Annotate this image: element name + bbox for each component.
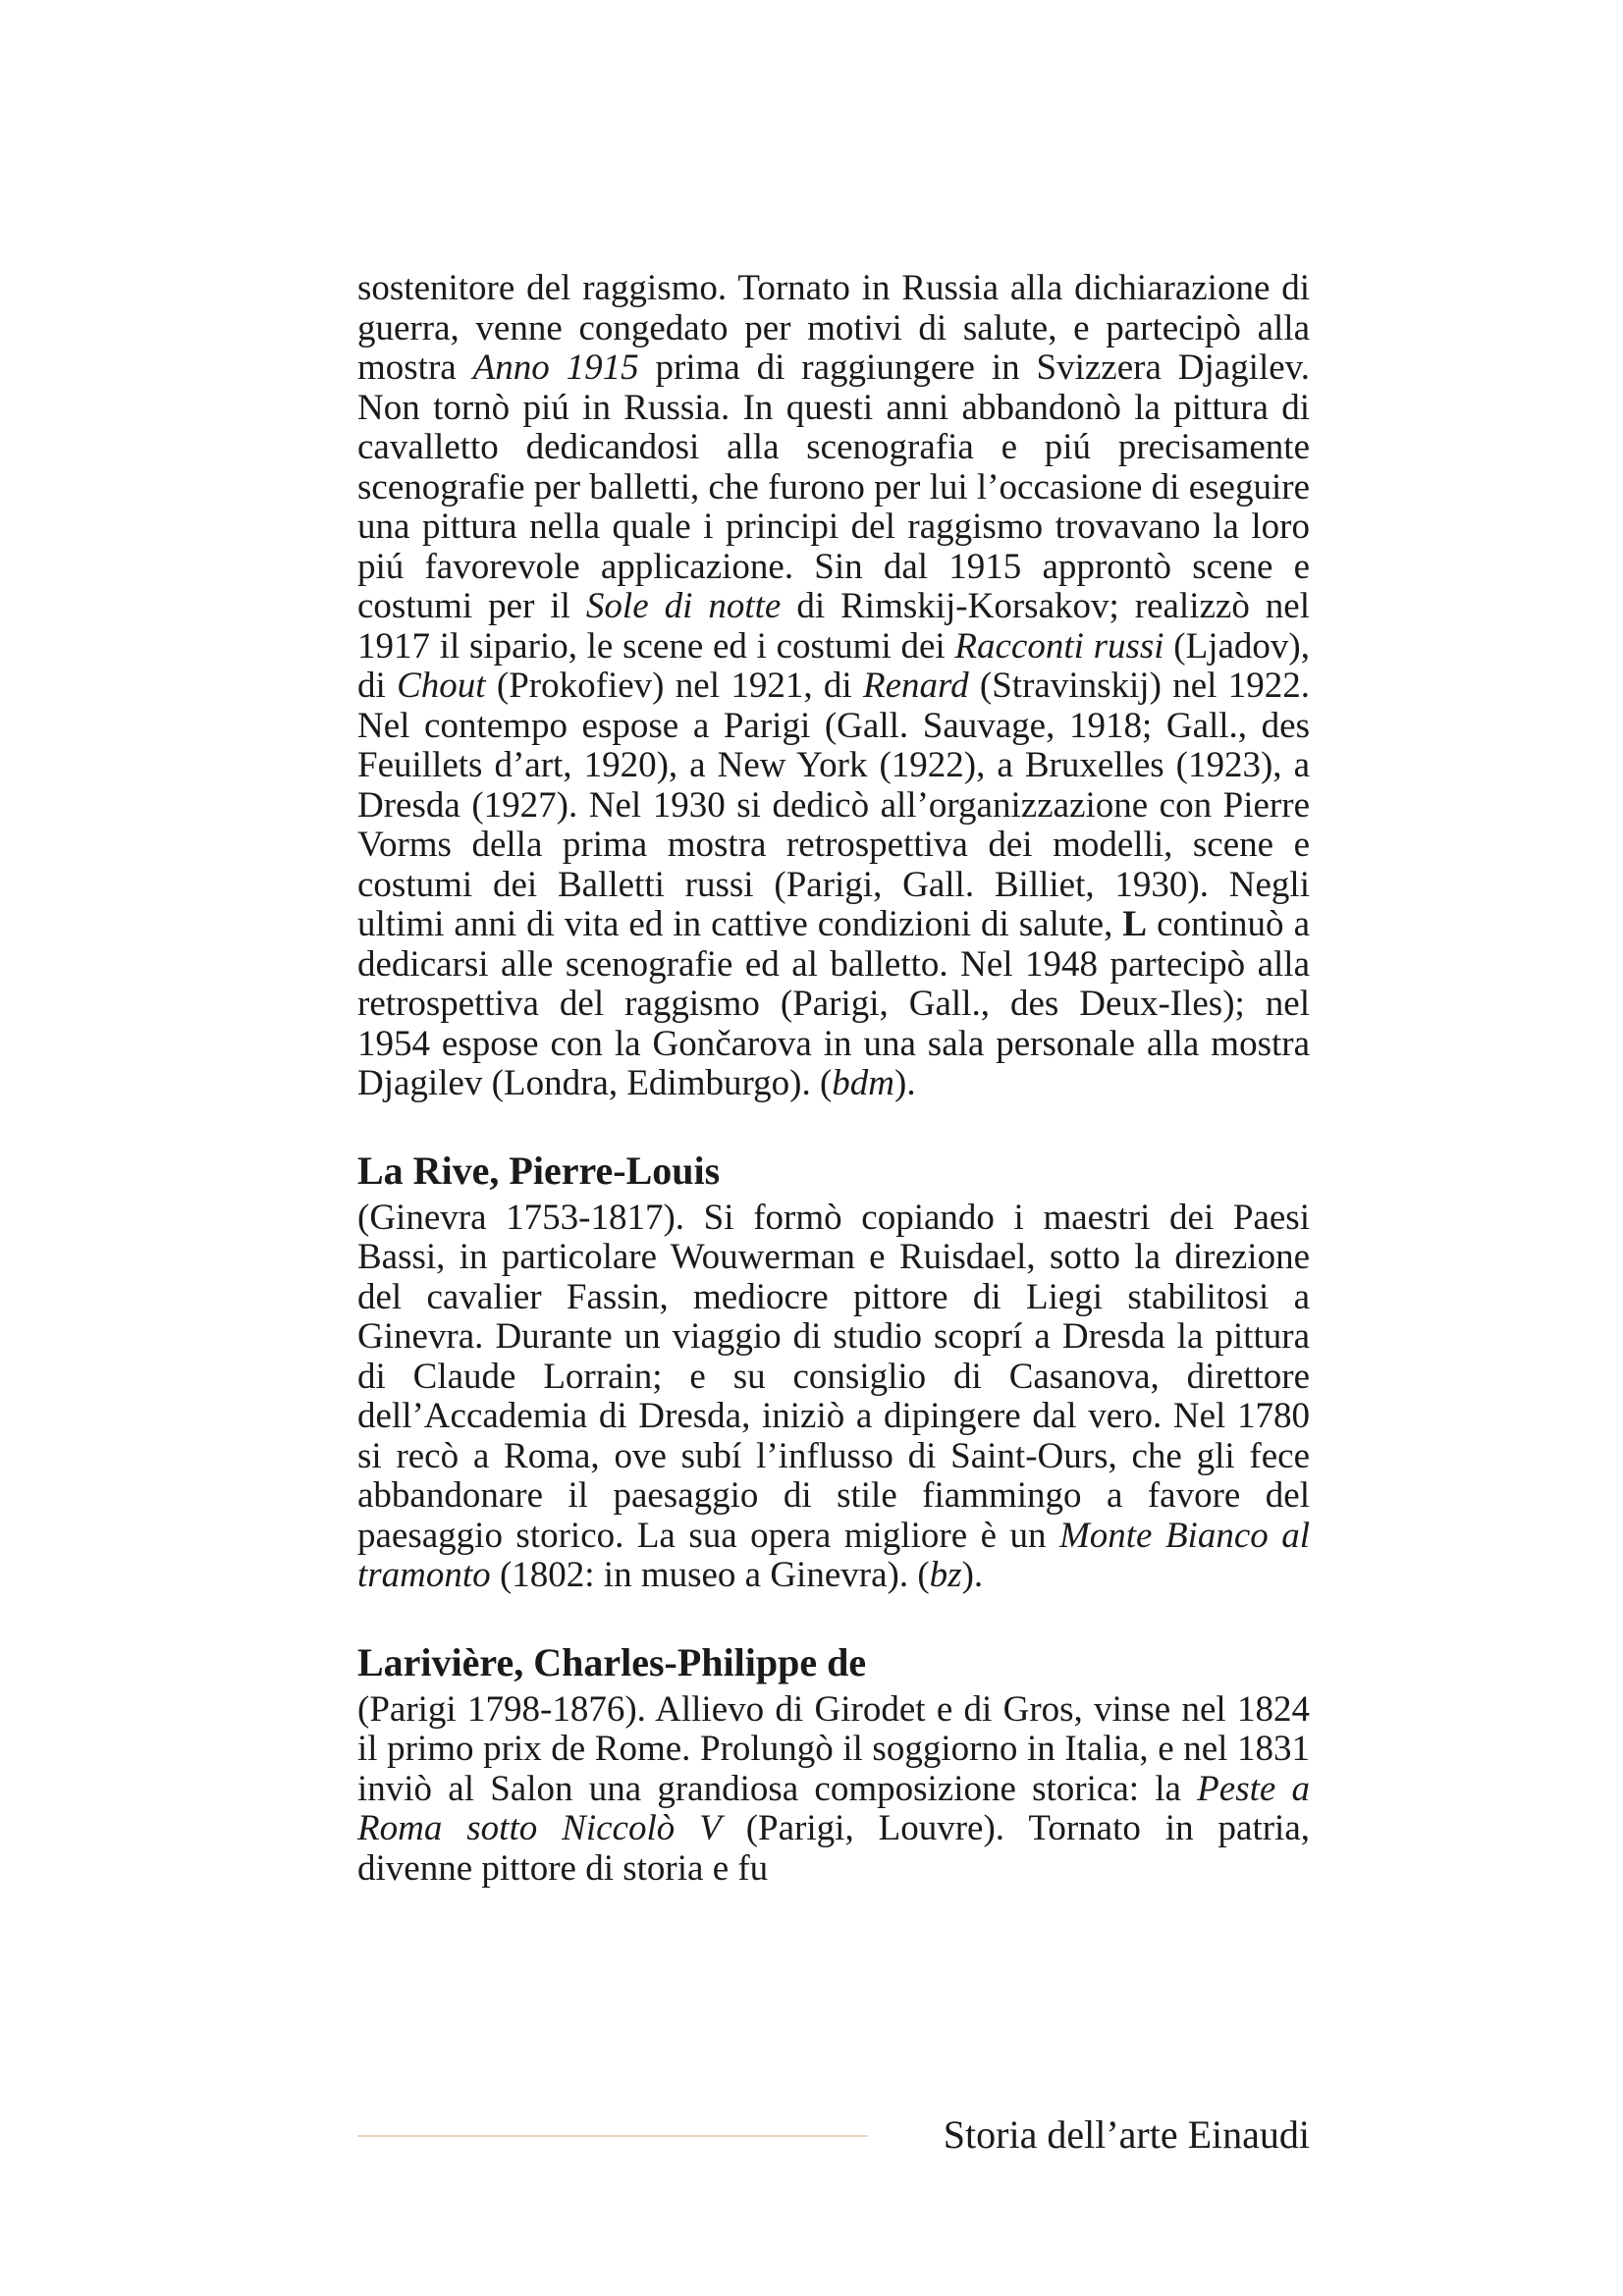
footer-title: Storia dell’arte Einaudi: [943, 2112, 1310, 2157]
italic-run: bdm: [832, 1063, 895, 1103]
entry-heading-lariviere: Larivière, Charles-Philippe de: [357, 1639, 867, 1684]
text-run: (1802: in museo a Ginevra). (: [490, 1555, 930, 1595]
text-run: ).: [961, 1555, 984, 1595]
bold-run: L: [1122, 904, 1148, 944]
text-run: (Ljadov), di: [357, 625, 1311, 706]
italic-run: Anno 1915: [472, 347, 639, 388]
text-run: ).: [894, 1063, 916, 1103]
italic-run: bz: [929, 1555, 962, 1595]
footer-rule: [357, 2135, 868, 2137]
italic-run: Racconti russi: [954, 625, 1164, 667]
page-column: [357, 269, 1310, 1889]
text-run: prima di raggiungere in Svizzera Djagilev. Non tornò piú in Russia. In questi anni abbandonò la pittura di cavalletto dedicandosi alla scenografia e piú precisamente scenografie per balletti, che furono per lui l’occasione di eseguire una pittura nella quale i principi del raggismo trovavano la loro piú favorevole applicazione. Sin dal 1915 approntò scene e costumi per il: [357, 347, 1311, 626]
entry-heading-la-rive: La Rive, Pierre-Louis: [357, 1148, 721, 1193]
text-run: (Parigi 1798-1876). Allievo di Girodet e di Gros, vinse nel 1824 il primo prix de Rome. Prolungò il soggiorno in Italia, e nel 1831 inviò al Salon una grandiosa composizione storica: la: [357, 1688, 1310, 1809]
text-run: continuò a dedicarsi alle scenografie ed al balletto. Nel 1948 partecipò alla retrospettiva del raggismo (Parigi, Gall., des Deux-Iles); nel 1954 espose con la Gončarova in una sala personale alla mostra Djagilev (Londra, Edimburgo). (: [357, 904, 1310, 1103]
text-run: (Parigi, Louvre). Tornato in patria, divenne pittore di storia e fu: [357, 1808, 1310, 1889]
entry-text-lariviere: [357, 1690, 1310, 1890]
entry-la-rive: [357, 1149, 1310, 1596]
italic-run: Renard: [863, 666, 969, 706]
entry-text-larionov-continued: [357, 269, 1310, 1104]
page-footer: [357, 2110, 1310, 2160]
italic-run: Monte Bianco al tramonto: [357, 1515, 1310, 1595]
italic-run: Peste a Roma sotto Niccolò V: [357, 1768, 1311, 1848]
text-run: di Rimskij-Korsakov; realizzò nel 1917 il sipario, le scene ed i costumi dei: [357, 586, 1311, 667]
text-run: (Stravinskij) nel 1922. Nel contempo espose a Parigi (Gall. Sauvage, 1918; Gall., des Feuillets d’art, 1920), a New York (1922), a Bruxelles (1923), a Dresda (1927). Nel 1930 si dedicò all’organizzazione con Pierre Vorms della prima mostra retrospettiva dei modelli, scene e costumi dei Balletti russi (Parigi, Gall. Billiet, 1930). Negli ultimi anni di vita ed in cattive condizioni di salute,: [357, 666, 1310, 944]
text-run: (Prokofiev) nel 1921, di: [485, 666, 864, 706]
entry-text-la-rive: [357, 1199, 1310, 1596]
entry-lariviere: [357, 1641, 1310, 1890]
text-run: (Ginevra 1753-1817). Si formò copiando i maestri dei Paesi Bassi, in particolare Wouwerman e Ruisdael, sotto la direzione del cavalier Fassin, mediocre pittore di Liegi stabilitosi a Ginevra. Durante un viaggio di studio scoprí a Dresda la pittura di Claude Lorrain; e su consiglio di Casanova, direttore dell’Accademia di Dresda, iniziò a dipingere dal vero. Nel 1780 si recò a Roma, ove subí l’influsso di Saint-Ours, che gli fece abbandonare il paesaggio di stile fiammingo a favore del paesaggio storico. La sua opera migliore è un: [357, 1197, 1310, 1556]
text-run: sostenitore del raggismo. Tornato in Russia alla dichiarazione di guerra, venne congedato per motivi di salute, e partecipò alla mostra: [357, 268, 1310, 388]
italic-run: Chout: [397, 666, 486, 706]
italic-run: Sole di notte: [585, 586, 782, 626]
